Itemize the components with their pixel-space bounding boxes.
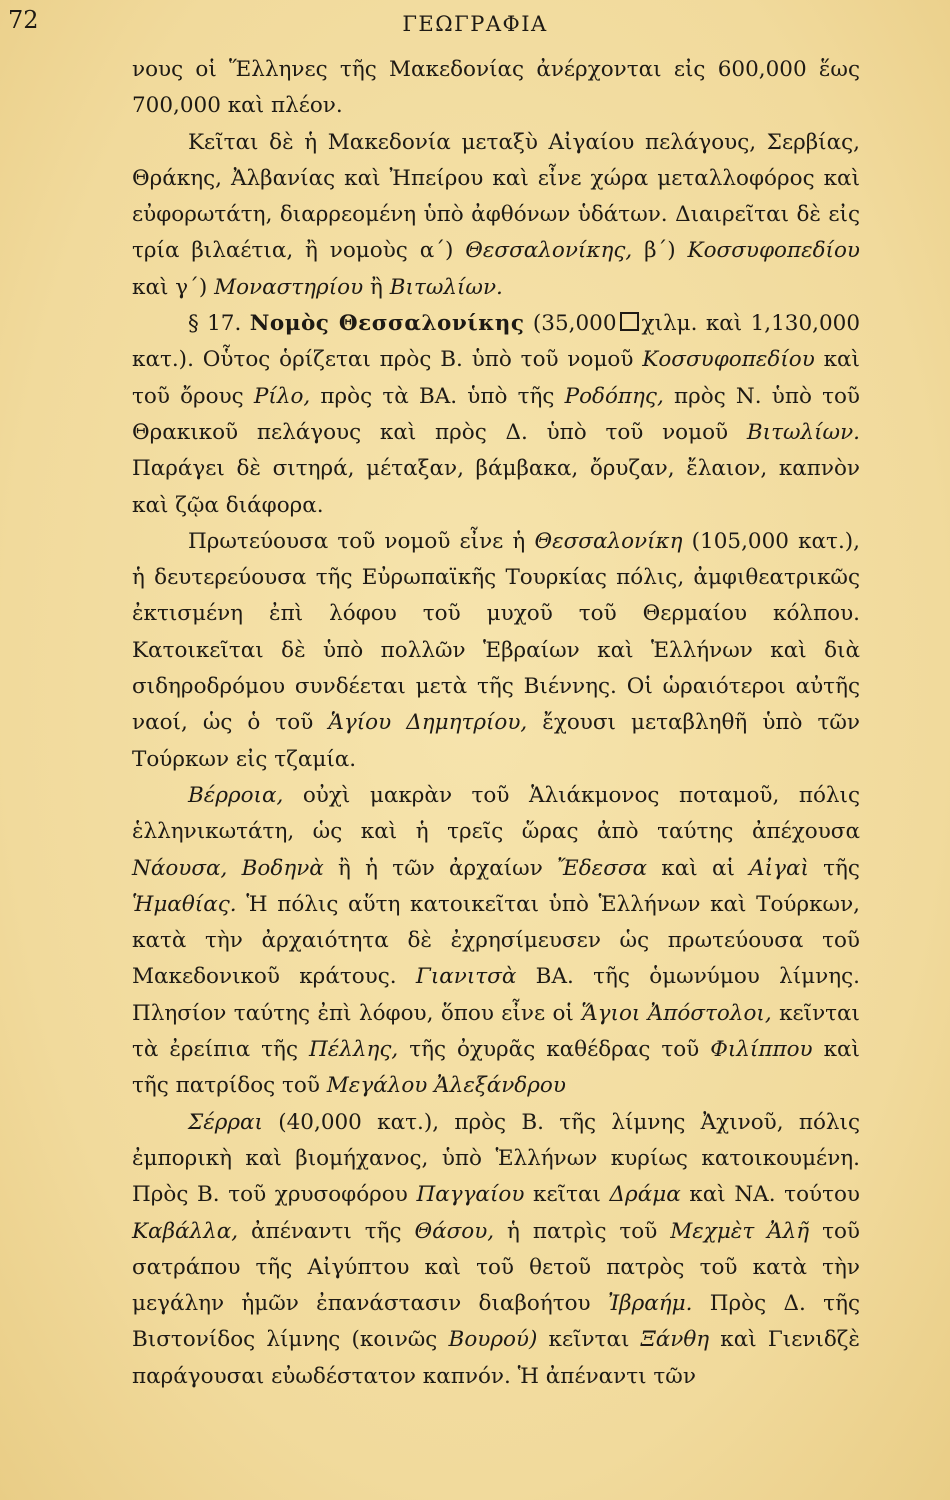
italic-place: Βοδηνὰ [241, 855, 324, 881]
italic-place: Δράμα [609, 1182, 681, 1208]
italic-place: Βιτωλίων. [389, 274, 503, 300]
text-run: χιλμ. καὶ 1,130,000 κατ.). Οὗτος ὁρίζεται πρὸς Β. ὑπὸ τοῦ νομοῦ [132, 311, 860, 373]
italic-place: Ρίλο, [253, 383, 311, 409]
italic-place: Θεσσαλονίκης, [465, 238, 633, 264]
italic-place: Καβάλλα, [132, 1218, 239, 1244]
italic-place: Θάσου, [414, 1218, 495, 1244]
paragraph-1: νους οἱ Ἕλληνες τῆς Μακεδονίας ἀνέρχονται εἰς 600,000 ἕως 700,000 καὶ πλέον. [132, 57, 860, 119]
italic-place: Βέρροια, [188, 782, 284, 808]
text-run: ἡ πατρὶς τοῦ [494, 1218, 658, 1244]
text-run: Κεῖται δὲ ἡ Μακεδονία μεταξὺ Αἰγαίου πελάγους, Σερβίας, Θράκης, Ἀλβανίας καὶ Ἠπείρου καὶ εἶνε χώρα μεταλλοφόρος καὶ εὐφορωτάτη, διαρρεομένη ὑπὸ ἀφθόνων ὑδάτων. Διαιρεῖται δὲ εἰς τρία βιλαέτια, ἢ νομοὺς α΄) [132, 129, 860, 264]
italic-place: Μοναστηρίου [214, 274, 364, 300]
text-run: ἀπέναντι τῆς [238, 1218, 402, 1244]
italic-place: Βουρού) [448, 1327, 538, 1353]
text-run: (35,000 [532, 311, 617, 337]
text-run: καὶ Γιενιδζὲ παράγουσαι εὐωδέστατον καπνόν. Ἡ ἀπέναντι τῶν [132, 1327, 860, 1389]
italic-place: Γιανιτσὰ [415, 964, 517, 990]
text-run: καὶ ΝΑ. τούτου [680, 1182, 860, 1208]
text-run: τῆς [808, 855, 860, 881]
text-run: Πρὸς Δ. τῆς Βιστονίδος λίμνης (κοινῶς [132, 1291, 860, 1353]
italic-place: Φιλίππου [710, 1037, 813, 1063]
italic-place: Ἰβραήμ. [607, 1291, 693, 1317]
text-run: ΒΑ. τῆς ὁμωνύμου λίμνης. Πλησίον ταύτης ἐπὶ λόφου, ὅπου εἶνε οἱ [132, 964, 860, 1026]
square-symbol-icon [620, 312, 639, 331]
italic-place: Αἰγαὶ [749, 855, 809, 881]
paragraph-2 [132, 125, 860, 306]
italic-place: Μεγάλου Ἀλεξάνδρου [326, 1073, 566, 1099]
text-run: καὶ τῆς πατρίδος τοῦ [132, 1037, 860, 1099]
italic-place: Ἁγίου Δημητρίου, [328, 710, 528, 736]
italic-place: Κοσσυφοπεδίου [687, 238, 860, 264]
text-run: ἢ ἡ τῶν ἀρχαίων [323, 855, 543, 881]
section-heading: Νομὸς Θεσσαλονίκης [249, 311, 525, 337]
text-run: πρὸς τὰ ΒΑ. ὑπὸ τῆς [310, 383, 555, 409]
text-run: Πρωτεύουσα τοῦ νομοῦ εἶνε ἡ [188, 528, 526, 554]
text-run: Παράγει δὲ σιτηρά, μέταξαν, βάμβακα, ὄρυζαν, ἔλαιον, καπνὸν καὶ ζῷα διάφορα. [132, 456, 860, 518]
text-run: καὶ αἱ [647, 855, 735, 881]
page-number: 72 [8, 6, 39, 34]
italic-place: Θεσσαλονίκη [534, 528, 683, 554]
running-title: ΓΕΩΓΡΑΦΙΑ [402, 12, 548, 36]
italic-place: Νάουσα, [132, 855, 228, 881]
text-run: τῆς ὀχυρᾶς καθέδρας τοῦ [398, 1037, 700, 1063]
text-run: καὶ τοῦ ὄρους [132, 347, 860, 409]
section-number: § 17. [188, 311, 242, 337]
italic-place: Βιτωλίων. [746, 419, 860, 445]
italic-place: Ἔδεσσα [557, 855, 648, 881]
italic-place: Ξάνθη [640, 1327, 710, 1353]
body-text [132, 52, 860, 1395]
text-run: κεῖνται [537, 1327, 630, 1353]
text-run: β΄) [632, 238, 676, 264]
paragraph-verroia [132, 778, 860, 1105]
italic-place: Σέρραι [188, 1109, 263, 1135]
italic-place: Μεχμὲτ Ἀλῆ [670, 1218, 810, 1244]
page-header [0, 4, 950, 40]
italic-place: Παγγαίου [416, 1182, 525, 1208]
text-run: (105,000 κατ.), ἡ δευτερεύουσα τῆς Εὐρωπαϊκῆς Τουρκίας πόλις, ἀμφιθεατρικῶς ἐκτισμένη ἐπὶ λόφου τοῦ μυχοῦ τοῦ Θερμαίου κόλπου. Κατοικεῖται δὲ ὑπὸ πολλῶν Ἑβραίων καὶ Ἑλλήνων καὶ διὰ σιδηροδρόμου συνδέεται μετὰ τῆς Βιέννης. Οἱ ὡραιότεροι αὐτῆς ναοί, ὡς ὁ τοῦ [132, 528, 861, 736]
text-run: ἢ [363, 274, 383, 300]
text-run: (40,000 κατ.), πρὸς Β. τῆς λίμνης Ἀχινοῦ, πόλις ἐμπορικὴ καὶ βιομήχανος, ὑπὸ Ἑλλήνων κυρίως κατοικουμένη. Πρὸς Β. τοῦ χρυσοφόρου [132, 1109, 860, 1208]
italic-place: Πέλλης, [308, 1037, 399, 1063]
text-run: οὐχὶ μακρὰν τοῦ Ἁλιάκμονος ποταμοῦ, πόλις ἑλληνικωτάτη, ὡς καὶ ἡ τρεῖς ὥρας ἀπὸ ταύτης ἀπέχουσα [132, 782, 860, 845]
text-run: κεῖται [524, 1182, 601, 1208]
paragraph-capital [132, 524, 860, 778]
text-run: πρὸς Ν. ὑπὸ τοῦ Θρακικοῦ πελάγους καὶ πρὸς Δ. ὑπὸ τοῦ νομοῦ [132, 383, 860, 445]
text-run: ἔχουσι μεταβληθῆ ὑπὸ τῶν Τούρκων εἰς τζαμία. [132, 710, 860, 772]
text-run: κεῖνται τὰ ἐρείπια τῆς [132, 1000, 860, 1063]
italic-place: Ἅγιοι Ἀπόστολοι, [581, 1000, 772, 1026]
paragraph-serres [132, 1105, 860, 1395]
paragraph-section-17 [132, 306, 860, 524]
italic-place: Ἡμαθίας. [132, 891, 237, 917]
italic-place: Ροδόπης, [564, 383, 664, 409]
italic-place: Κοσσυφοπεδίου [642, 347, 815, 373]
text-run: καὶ γ΄) [132, 274, 208, 300]
text-run: τοῦ σατράπου τῆς Αἰγύπτου καὶ τοῦ θετοῦ πατρὸς τοῦ κατὰ τὴν μεγάλην ἡμῶν ἐπανάστασιν διαβοήτου [132, 1218, 860, 1317]
text-run: Ἡ πόλις αὕτη κατοικεῖται ὑπὸ Ἑλλήνων καὶ Τούρκων, κατὰ τὴν ἀρχαιότητα δὲ ἐχρησίμευσεν ὡς πρωτεύουσα τοῦ Μακεδονικοῦ κράτους. [132, 891, 860, 990]
